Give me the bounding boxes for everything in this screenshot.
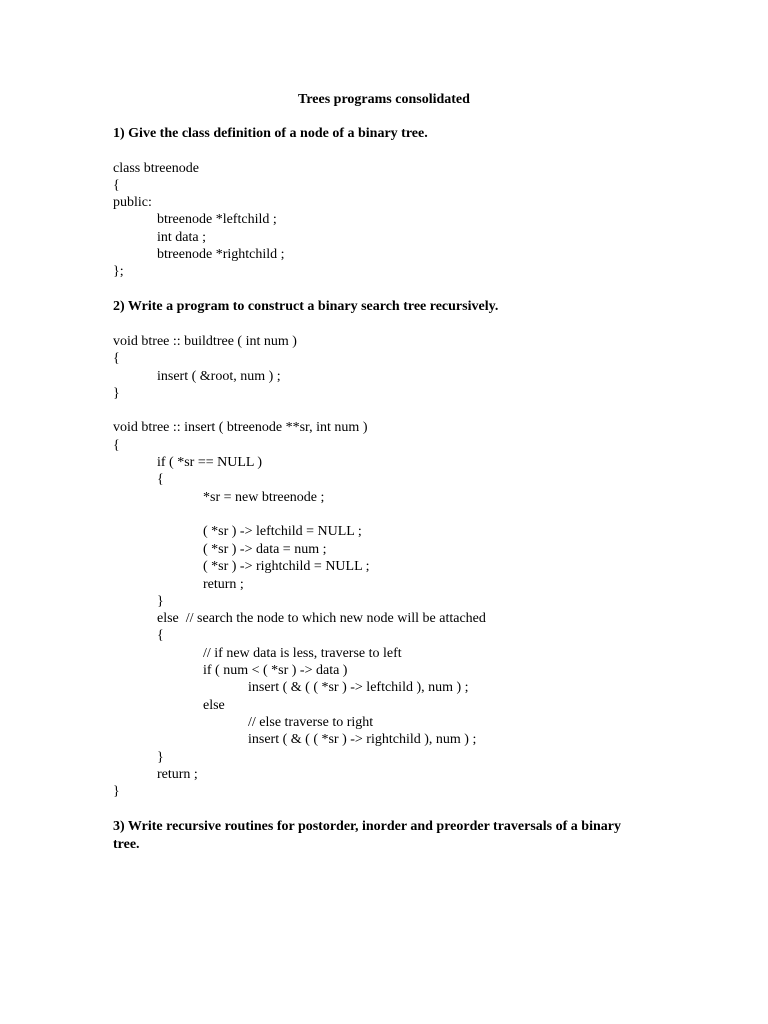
- code-line: ( *sr ) -> leftchild = NULL ;: [203, 524, 362, 539]
- code-line: }: [113, 784, 120, 799]
- code-line: // else traverse to right: [248, 715, 374, 730]
- code-line: // if new data is less, traverse to left: [203, 646, 402, 661]
- question-heading-2: 2) Write a program to construct a binary search tree recursively.: [113, 299, 499, 314]
- code-line: return ;: [157, 767, 198, 782]
- code-line: class btreenode: [113, 161, 199, 176]
- code-line: {: [157, 628, 164, 643]
- code-line: return ;: [203, 577, 244, 592]
- code-line: insert ( &root, num ) ;: [157, 369, 281, 384]
- code-line: if ( *sr == NULL ): [157, 455, 263, 470]
- code-line: }: [157, 594, 164, 609]
- code-line: ( *sr ) -> rightchild = NULL ;: [203, 559, 370, 574]
- question-heading-1: 1) Give the class definition of a node of a binary tree.: [113, 126, 428, 141]
- code-line: int data ;: [157, 230, 206, 245]
- code-line: void btree :: insert ( btreenode **sr, int num ): [113, 420, 368, 435]
- code-line: public:: [113, 195, 152, 210]
- code-line: *sr = new btreenode ;: [203, 490, 325, 505]
- code-line: btreenode *rightchild ;: [157, 247, 285, 262]
- code-line: btreenode *leftchild ;: [157, 212, 277, 227]
- question-heading-3: 3) Write recursive routines for postorder, inorder and preorder traversals of a binary tree.: [113, 819, 621, 852]
- code-line: {: [113, 178, 120, 193]
- code-line: {: [113, 438, 120, 453]
- code-line: }: [157, 750, 164, 765]
- code-line: void btree :: buildtree ( int num ): [113, 334, 297, 349]
- code-line: };: [113, 264, 124, 279]
- code-line: else // search the node to which new node will be attached: [157, 611, 486, 626]
- code-line: if ( num < ( *sr ) -> data ): [203, 663, 348, 678]
- code-line: }: [113, 386, 120, 401]
- code-line: ( *sr ) -> data = num ;: [203, 542, 327, 557]
- code-line: else: [203, 698, 225, 713]
- code-line: insert ( & ( ( *sr ) -> rightchild ), num ) ;: [248, 732, 477, 747]
- document-title: Trees programs consolidated: [298, 92, 470, 107]
- code-line: insert ( & ( ( *sr ) -> leftchild ), num ) ;: [248, 680, 469, 695]
- code-line: {: [113, 351, 120, 366]
- code-line: {: [157, 472, 164, 487]
